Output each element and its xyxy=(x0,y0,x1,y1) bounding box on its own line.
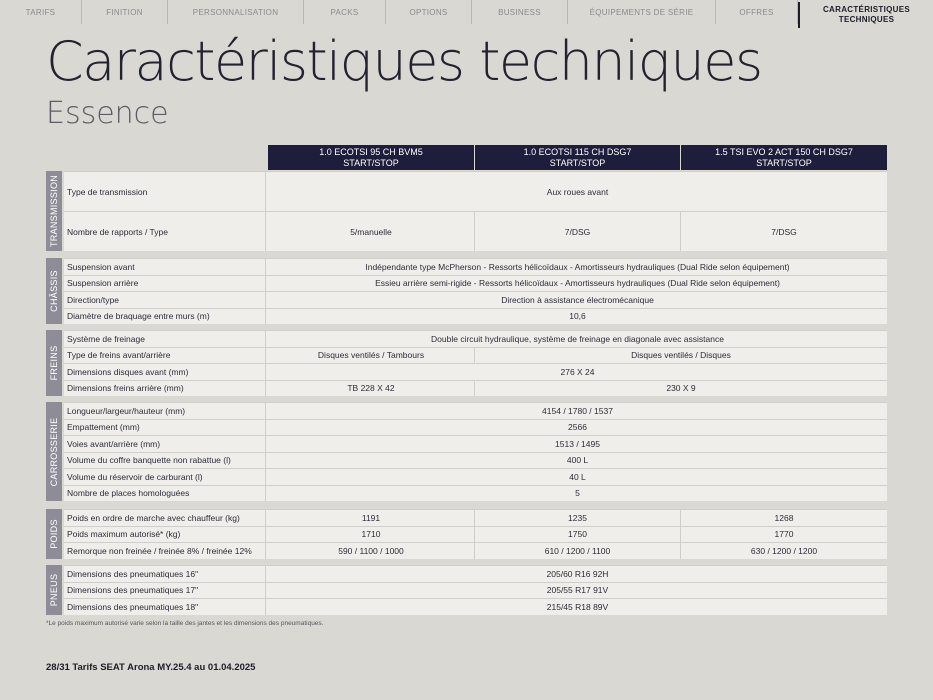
column-header-line1: 1.5 TSI EVO 2 ACT 150 CH DSG7 xyxy=(715,146,853,157)
section-label-text: CARROSSERIE xyxy=(49,417,59,486)
page-title: Caractéristiques techniques xyxy=(46,30,762,93)
table-row xyxy=(64,330,887,347)
nav-tab-options[interactable]: OPTIONS xyxy=(386,0,472,24)
row-label: Suspension avant xyxy=(64,259,266,275)
table-cell: 5 xyxy=(575,488,580,499)
table-row xyxy=(64,485,887,502)
row-label: Nombre de places homologuées xyxy=(64,486,266,502)
table-cell: 5/manuelle xyxy=(268,212,475,251)
table-row xyxy=(64,435,887,452)
footnote: *Le poids maximum autorisé varie selon la taille des jantes et les dimensions des pneumatiques. xyxy=(46,620,324,627)
column-header-engine-1 xyxy=(268,145,475,170)
table-cell: 2566 xyxy=(568,422,587,433)
section-label-text: CHÂSSIS xyxy=(49,270,59,312)
section-label xyxy=(46,258,62,324)
row-label: Dimensions disques avant (mm) xyxy=(64,364,266,380)
row-label: Poids en ordre de marche avec chauffeur (kg) xyxy=(64,510,266,526)
table-cell: 215/45 R18 89V xyxy=(546,601,609,612)
row-label: Dimensions des pneumatiques 17'' xyxy=(64,583,266,599)
table-cell: 1710 xyxy=(268,527,475,543)
table-row xyxy=(64,211,887,251)
table-row xyxy=(64,363,887,380)
table-row xyxy=(64,347,887,364)
table-cell: 1513 / 1495 xyxy=(555,438,600,449)
section-label-text: TRANSMISSION xyxy=(49,174,59,248)
row-label: Remorque non freinée / freinée 8% / freinée 12% xyxy=(64,543,266,559)
table-cell: 10,6 xyxy=(569,311,586,322)
table-cell: TB 228 X 42 xyxy=(268,381,475,397)
section-label xyxy=(46,330,62,396)
table-row xyxy=(64,419,887,436)
table-cell: 205/60 R16 92H xyxy=(546,568,609,579)
column-header-engine-3 xyxy=(681,145,887,170)
table-row xyxy=(64,275,887,292)
nav-tab-tarifs[interactable]: TARIFS xyxy=(0,0,82,24)
page-subtitle: Essence xyxy=(46,96,169,131)
column-header-line1: 1.0 ECOTSI 95 CH BVM5 xyxy=(319,146,423,157)
column-header-line2: START/STOP xyxy=(549,157,606,168)
row-label: Diamètre de braquage entre murs (m) xyxy=(64,309,266,325)
table-cell: 1268 xyxy=(774,512,794,523)
table-cell: 1235 xyxy=(475,510,681,526)
table-row xyxy=(64,258,887,275)
table-row xyxy=(64,380,887,397)
nav-tab-business[interactable]: BUSINESS xyxy=(472,0,568,24)
table-row xyxy=(64,509,887,526)
row-label: Type de freins avant/arrière xyxy=(64,348,266,364)
table-cell: 630 / 1200 / 1200 xyxy=(750,545,818,556)
row-label: Volume du réservoir de carburant (l) xyxy=(64,469,266,485)
table-cell: 276 X 24 xyxy=(560,366,595,377)
row-label: Type de transmission xyxy=(64,172,266,211)
table-cell: 230 X 9 xyxy=(666,383,696,394)
table-cell: 1191 xyxy=(268,510,475,526)
table-cell: 4154 / 1780 / 1537 xyxy=(542,405,613,416)
nav-tab-offres[interactable]: OFFRES xyxy=(716,0,798,24)
row-label: Empattement (mm) xyxy=(64,420,266,436)
row-label: Suspension arrière xyxy=(64,276,266,292)
page-footer: 28/31 Tarifs SEAT Arona MY.25.4 au 01.04.2025 xyxy=(46,662,256,673)
nav-tab-caracteristiques[interactable] xyxy=(798,2,933,28)
table-cell: 400 L xyxy=(566,455,589,466)
table-row xyxy=(64,582,887,599)
row-label: Dimensions des pneumatiques 18'' xyxy=(64,599,266,615)
table-cell: 7/DSG xyxy=(475,212,681,251)
row-label: Direction/type xyxy=(64,292,266,308)
row-label: Système de freinage xyxy=(64,331,266,347)
table-cell: 590 / 1100 / 1000 xyxy=(268,543,475,559)
table-row xyxy=(64,565,887,582)
column-header-line2: START/STOP xyxy=(756,157,812,168)
nav-active-line1: CARACTÉRISTIQUES xyxy=(822,5,911,14)
table-cell: 40 L xyxy=(569,471,586,482)
section-label-text: PNEUS xyxy=(49,573,59,607)
table-cell: 610 / 1200 / 1100 xyxy=(475,543,681,559)
table-row xyxy=(64,542,887,559)
table-cell: Disques ventilés / Tambours xyxy=(268,348,475,364)
table-cell: 1750 xyxy=(475,527,681,543)
row-label: Volume du coffre banquette non rabattue (l) xyxy=(64,453,266,469)
nav-active-line2: TECHNIQUES xyxy=(838,15,895,24)
row-label: Dimensions des pneumatiques 16'' xyxy=(64,566,266,582)
section-label-text: FREINS xyxy=(49,345,59,381)
table-row xyxy=(64,402,887,419)
row-label: Longueur/largeur/hauteur (mm) xyxy=(64,403,266,419)
column-header-line1: 1.0 ECOTSI 115 CH DSG7 xyxy=(523,146,632,157)
section-label xyxy=(46,402,62,501)
section-label xyxy=(46,565,62,615)
column-header-engine-2 xyxy=(475,145,681,170)
section-label-text: POIDS xyxy=(49,518,59,549)
table-row xyxy=(64,526,887,543)
table-cell: Disques ventilés / Disques xyxy=(631,350,731,361)
table-cell: Direction à assistance électromécanique xyxy=(501,294,654,305)
column-header-line2: START/STOP xyxy=(343,157,399,168)
table-row xyxy=(64,598,887,615)
table-cell: Aux roues avant xyxy=(546,186,609,197)
nav-tab-finition[interactable]: FINITION xyxy=(82,0,168,24)
row-label: Nombre de rapports / Type xyxy=(64,212,266,251)
table-row xyxy=(64,308,887,325)
section-label xyxy=(46,171,62,251)
table-cell: Indépendante type McPherson - Ressorts hélicoïdaux - Amortisseurs hydrauliques (Dual Ride selon équipement) xyxy=(365,261,790,272)
row-label: Voies avant/arrière (mm) xyxy=(64,436,266,452)
table-cell: Essieu arrière semi-rigide - Ressorts hélicoïdaux - Amortisseurs hydrauliques (Dual Ride selon équipement) xyxy=(375,278,780,289)
table-row xyxy=(64,452,887,469)
top-navigation xyxy=(0,0,933,24)
section-label xyxy=(46,509,62,559)
nav-tab-personnalisation[interactable]: PERSONNALISATION xyxy=(168,0,304,24)
table-cell: 205/55 R17 91V xyxy=(546,585,609,596)
table-cell: 7/DSG xyxy=(771,226,797,237)
nav-tab-packs[interactable]: PACKS xyxy=(304,0,386,24)
table-row xyxy=(64,171,887,211)
row-label: Poids maximum autorisé* (kg) xyxy=(64,527,266,543)
table-row xyxy=(64,291,887,308)
table-cell: 1770 xyxy=(774,529,794,540)
row-label: Dimensions freins arrière (mm) xyxy=(64,381,266,397)
table-cell: Double circuit hydraulique, système de freinage en diagonale avec assistance xyxy=(431,333,724,344)
table-row xyxy=(64,468,887,485)
nav-tab-equipements[interactable]: ÉQUIPEMENTS DE SÉRIE xyxy=(568,0,716,24)
